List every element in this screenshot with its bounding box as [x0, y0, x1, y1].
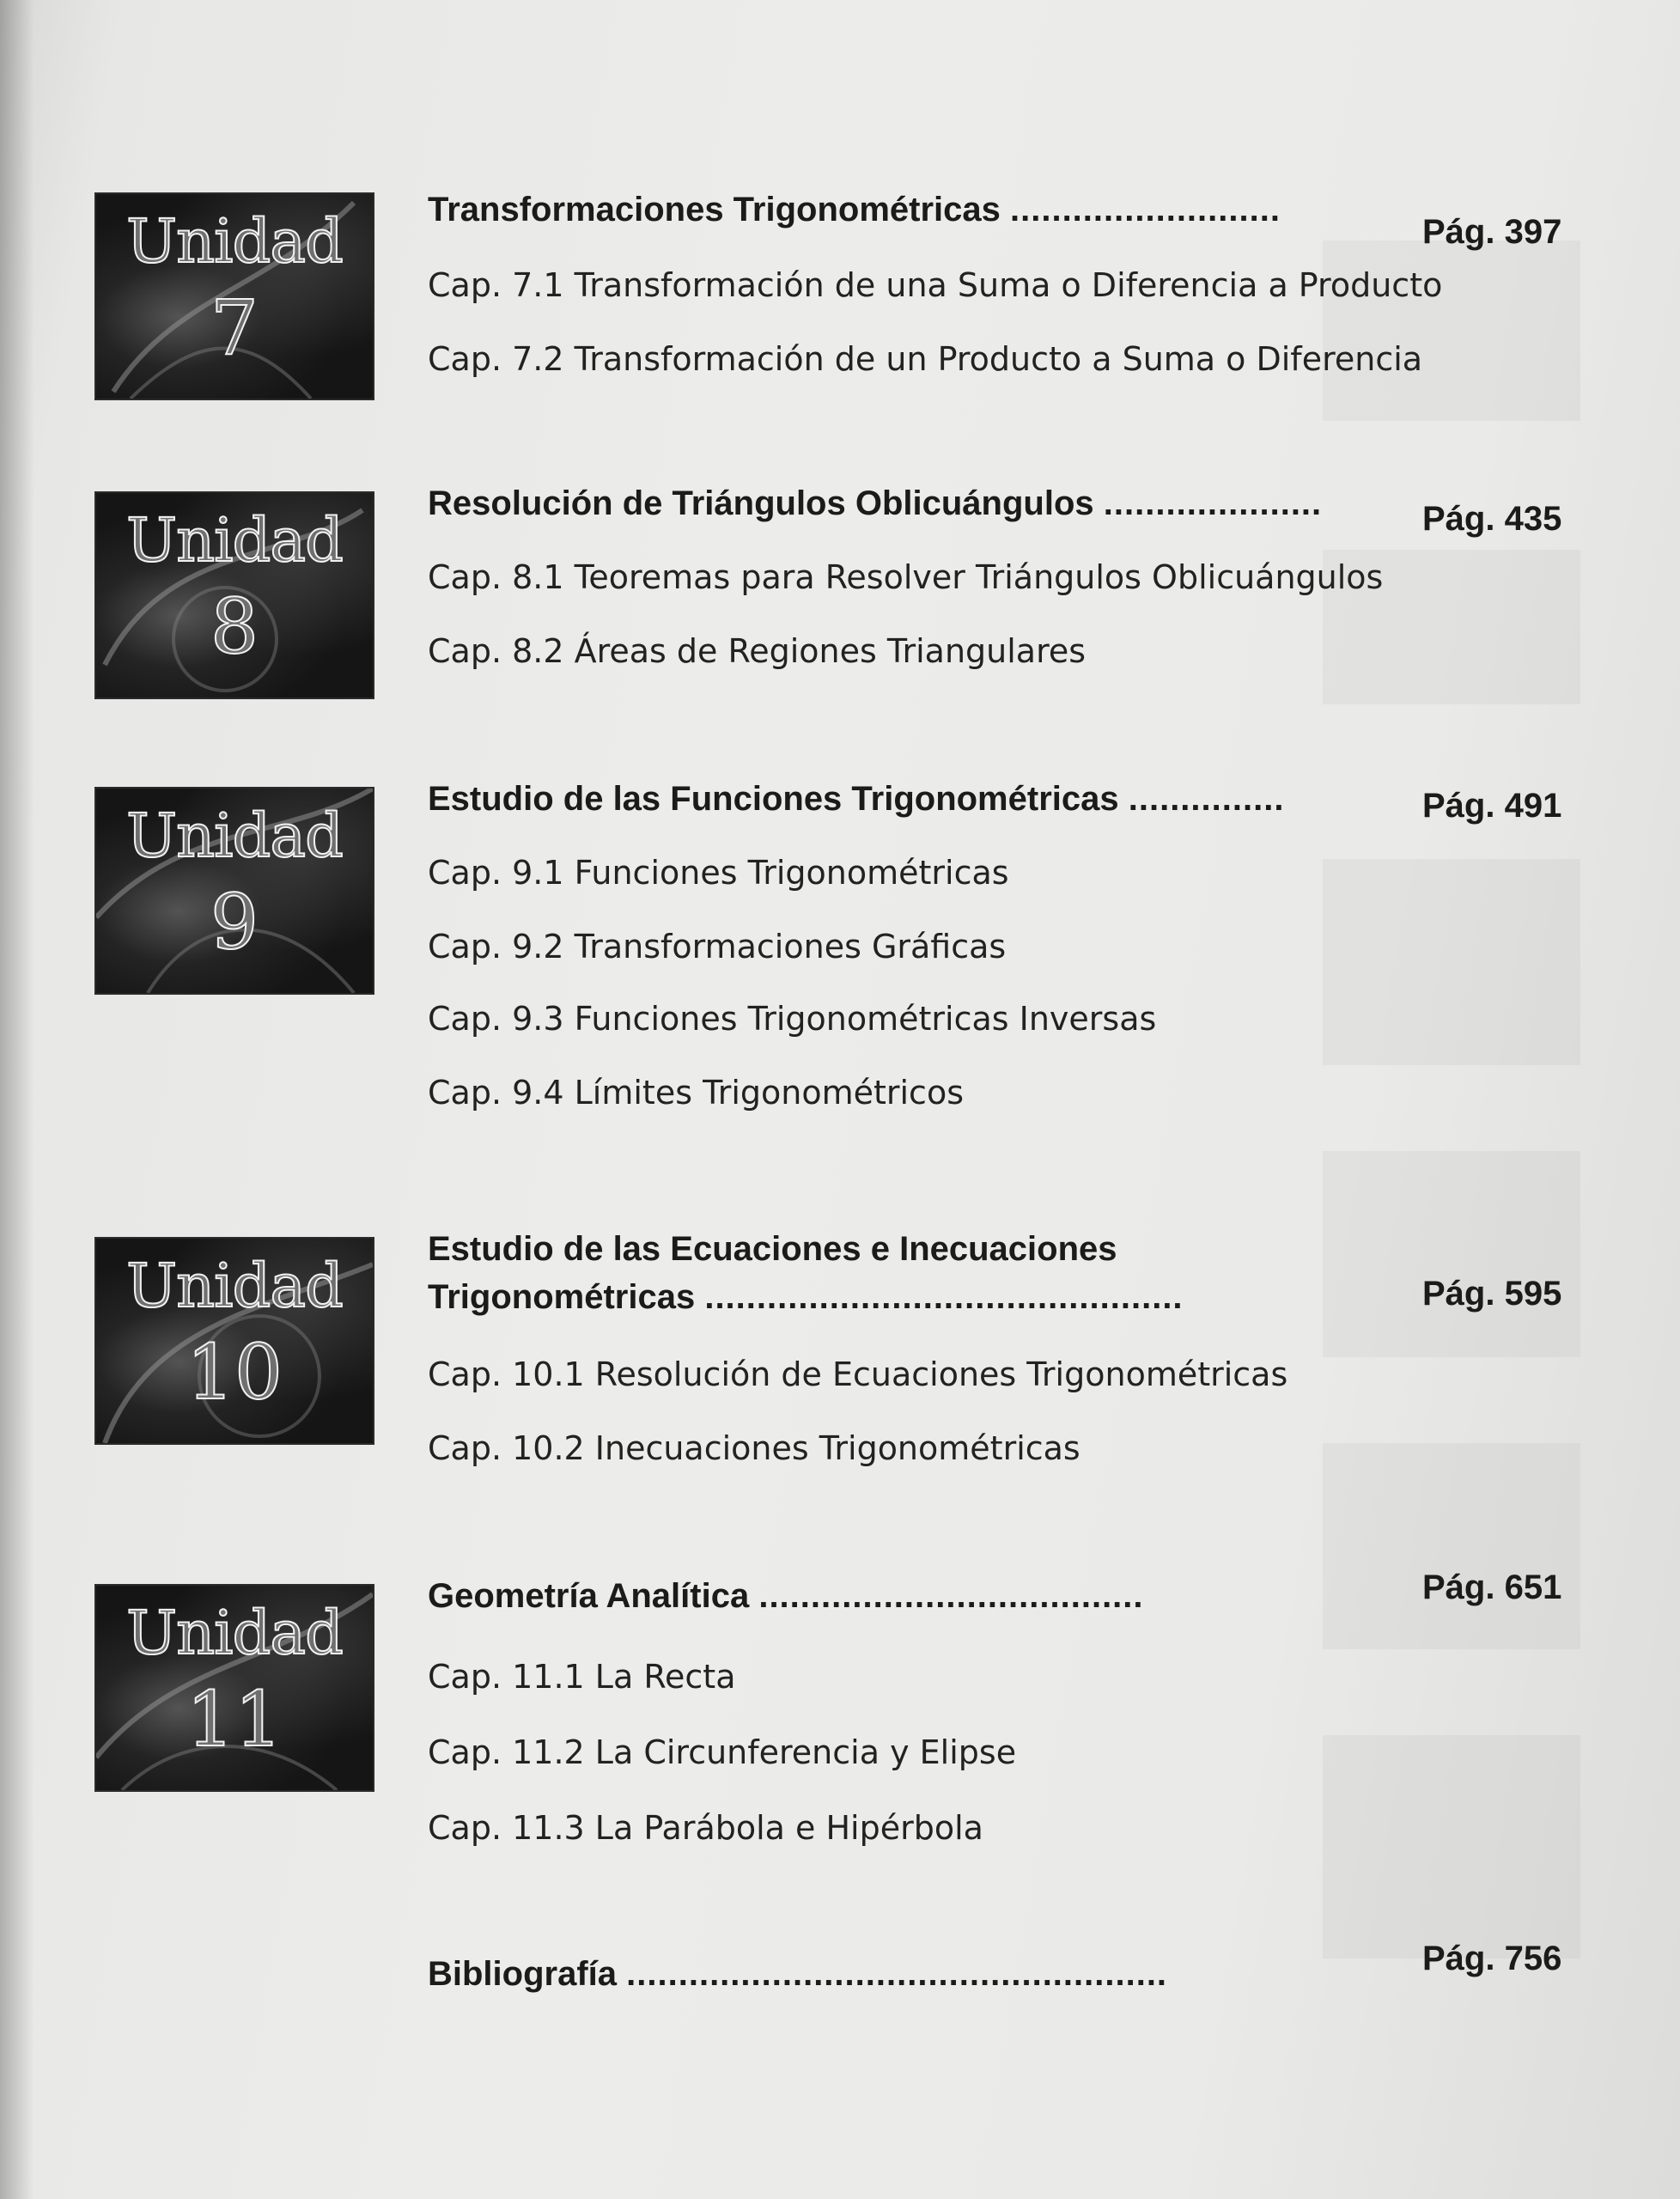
page-number[interactable]: Pág. 651: [1422, 1569, 1562, 1606]
unit-title-row[interactable]: [428, 484, 1398, 523]
unit-badge: [96, 789, 373, 993]
unit-badge: [96, 1586, 373, 1790]
unit-title-row[interactable]: [428, 780, 1398, 819]
unit-title[interactable]: Geometría Analítica: [428, 1577, 750, 1615]
chapter-item[interactable]: Cap. 10.1 Resolución de Ecuaciones Trigonométricas: [428, 1355, 1288, 1393]
chapter-item[interactable]: Cap. 9.2 Transformaciones Gráficas: [428, 928, 1007, 965]
unit-badge-word: Unidad: [126, 801, 343, 871]
unit-badge: [96, 493, 373, 697]
chapter-item[interactable]: Cap. 7.2 Transformación de un Producto a Suma o Diferencia: [428, 340, 1423, 378]
dot-leader: ...............: [1128, 780, 1285, 818]
chapter-item[interactable]: Cap. 11.1 La Recta: [428, 1658, 736, 1696]
unit-badge: [96, 1239, 373, 1443]
unit-badge-word: Unidad: [126, 1251, 343, 1321]
dot-leader: ..........................: [1010, 191, 1281, 228]
unit-title-row[interactable]: [428, 1577, 1398, 1616]
unit-title[interactable]: Trigonométricas: [428, 1278, 696, 1316]
unit-badge-number: 7: [210, 283, 259, 372]
unit-badge-word: Unidad: [126, 505, 343, 576]
page-number[interactable]: Pág. 491: [1422, 787, 1562, 825]
page-number[interactable]: Pág. 595: [1422, 1275, 1562, 1313]
chapter-item[interactable]: Cap. 11.3 La Parábola e Hipérbola: [428, 1809, 983, 1847]
unit-badge-number: 10: [186, 1328, 283, 1416]
dot-leader: ..............................................: [704, 1278, 1184, 1316]
chapter-item[interactable]: Cap. 9.4 Límites Trigonométricos: [428, 1074, 964, 1112]
unit-badge-word: Unidad: [126, 1598, 343, 1668]
chapter-item[interactable]: Cap. 11.2 La Circunferencia y Elipse: [428, 1733, 1017, 1771]
page-edge-shadow: [0, 0, 34, 2199]
unit-title-row[interactable]: [428, 191, 1398, 229]
unit-badge-word: Unidad: [126, 206, 343, 277]
bibliography-title[interactable]: Bibliografía: [428, 1955, 618, 1993]
unit-title-line[interactable]: Estudio de las Ecuaciones e Inecuaciones: [428, 1230, 1117, 1268]
bleed-through-shadow: [1323, 1443, 1580, 1649]
bibliography-row[interactable]: [428, 1955, 1398, 1994]
chapter-item[interactable]: Cap. 8.1 Teoremas para Resolver Triángulos Oblicuángulos: [428, 558, 1384, 596]
dot-leader: ....................................................: [626, 1955, 1168, 1993]
unit-title[interactable]: Estudio de las Funciones Trigonométricas: [428, 780, 1119, 818]
unit-title[interactable]: Transformaciones Trigonométricas: [428, 191, 1001, 228]
bleed-through-shadow: [1323, 859, 1580, 1065]
page-number[interactable]: Pág. 435: [1422, 500, 1562, 538]
unit-badge-number: 11: [186, 1675, 283, 1763]
unit-badge-number: 8: [210, 582, 259, 671]
unit-badge-number: 9: [210, 878, 259, 966]
chapter-item[interactable]: Cap. 9.1 Funciones Trigonométricas: [428, 854, 1009, 892]
unit-title[interactable]: Resolución de Triángulos Oblicuángulos: [428, 484, 1094, 522]
dot-leader: .....................: [1103, 484, 1323, 522]
chapter-item[interactable]: Cap. 10.2 Inecuaciones Trigonométricas: [428, 1429, 1080, 1467]
chapter-item[interactable]: Cap. 7.1 Transformación de una Suma o Diferencia a Producto: [428, 266, 1443, 304]
page-number[interactable]: Pág. 756: [1422, 1940, 1562, 1977]
unit-title-row[interactable]: [428, 1278, 1398, 1317]
dot-leader: .....................................: [758, 1577, 1144, 1615]
page-number[interactable]: Pág. 397: [1422, 213, 1562, 251]
unit-badge: [96, 194, 373, 399]
chapter-item[interactable]: Cap. 8.2 Áreas de Regiones Triangulares: [428, 632, 1087, 670]
chapter-item[interactable]: Cap. 9.3 Funciones Trigonométricas Inversas: [428, 1000, 1157, 1038]
bleed-through-shadow: [1323, 1735, 1580, 1958]
